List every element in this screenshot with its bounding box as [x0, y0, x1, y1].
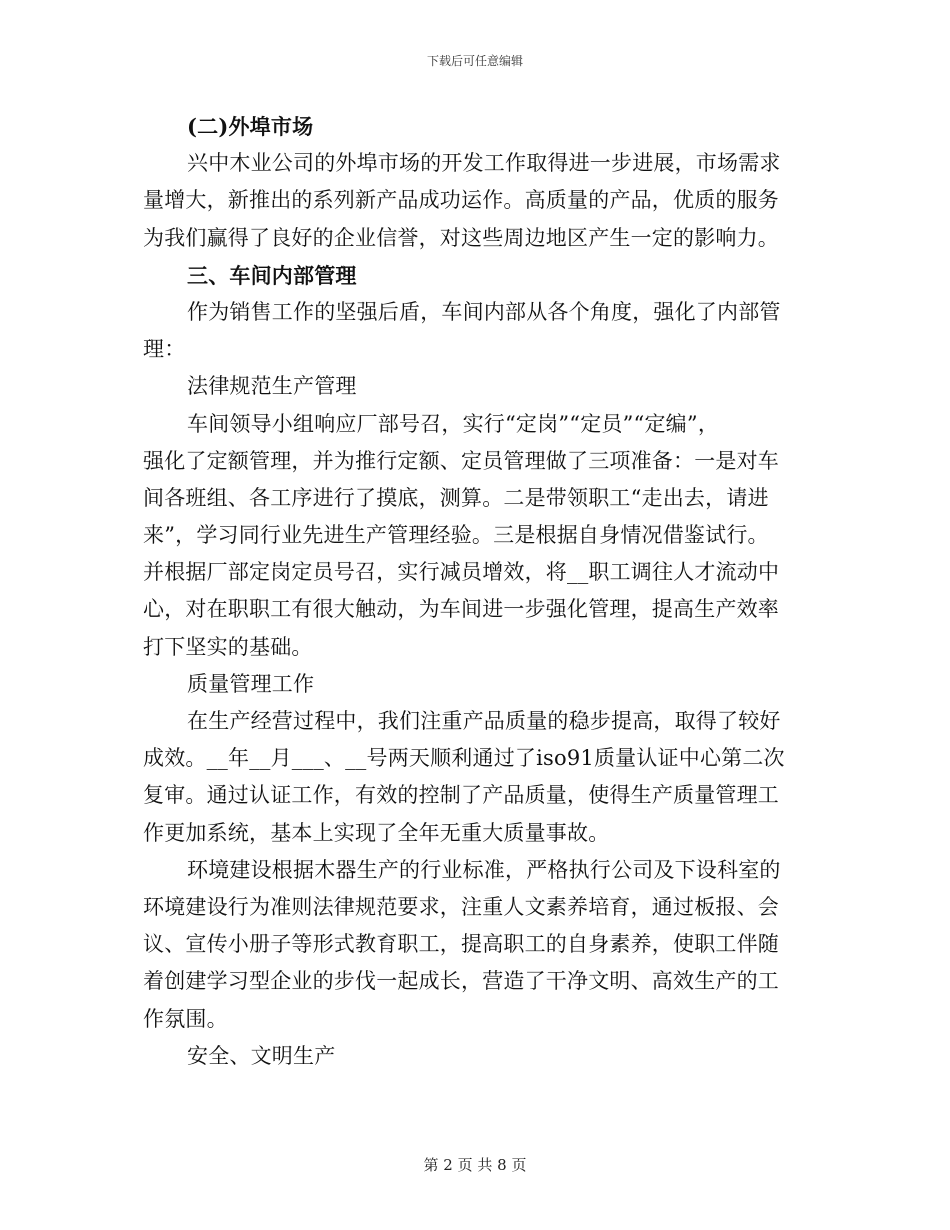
paragraph-line: 量增大，新推出的系列新产品成功运作。高质量的产品，优质的服务	[143, 188, 779, 213]
paragraph-line: 环境建设行为准则法律规范要求，注重人文素养培育，通过板报、会	[143, 894, 779, 919]
section-heading-workshop-management: 三、车间内部管理	[187, 262, 357, 288]
paragraph-line: 成效。__年__月___、__号两天顺利通过了iso91质量认证中心第二次	[143, 746, 785, 771]
page-header: 下载后可任意编辑	[426, 54, 523, 68]
paragraph-line: 兴中木业公司的外埠市场的开发工作取得进一步进展，市场需求	[187, 151, 781, 176]
paragraph-line: 并根据厂部定岗定员号召，实行减员增效，将__职工调往人才流动中	[143, 560, 780, 585]
document-body	[143, 108, 811, 1075]
paragraph-line: 作氛围。	[143, 1006, 228, 1031]
paragraph-line: 复审。通过认证工作，有效的控制了产品质量，使得生产质量管理工	[143, 783, 779, 808]
paragraph-line: 来”，学习同行业先进生产管理经验。三是根据自身情况借鉴试行。	[143, 523, 769, 548]
paragraph-line: 心，对在职职工有很大触动，为车间进一步强化管理，提高生产效率	[143, 597, 779, 622]
paragraph-line: 为我们赢得了良好的企业信誉，对这些周边地区产生一定的影响力。	[143, 225, 779, 250]
paragraph-line: 理：	[143, 337, 186, 362]
subheading-quality-management: 质量管理工作	[187, 671, 315, 696]
paragraph-line: 着创建学习型企业的步伐一起成长，营造了干净文明、高效生产的工	[143, 969, 779, 994]
paragraph-line: 作更加系统，基本上实现了全年无重大质量事故。	[143, 820, 610, 845]
subheading-legal-production: 法律规范生产管理	[187, 374, 357, 399]
paragraph-line: 环境建设根据木器生产的行业标准，严格执行公司及下设科室的	[187, 857, 781, 882]
paragraph-line: 议、宣传小册子等形式教育职工，提高职工的自身素养，使职工伴随	[143, 932, 779, 957]
paragraph-line: 强化了定额管理，并为推行定额、定员管理做了三项准备：一是对车	[143, 448, 779, 473]
paragraph-line: 打下坚实的基础。	[143, 634, 313, 659]
paragraph-line: 作为销售工作的坚强后盾，车间内部从各个角度，强化了内部管	[187, 299, 781, 324]
subheading-safety-production: 安全、文明生产	[187, 1043, 336, 1068]
section-heading-outer-market: (二)外埠市场	[187, 114, 314, 139]
paragraph-line: 车间领导小组响应厂部号召，实行“定岗”“定员”“定编”，	[187, 411, 720, 436]
page-number: 第 2 页 共 8 页	[423, 1156, 527, 1174]
paragraph-line: 在生产经营过程中，我们注重产品质量的稳步提高，取得了较好	[187, 709, 781, 733]
paragraph-line: 间各班组、各工序进行了摸底，测算。二是带领职工“走出去，请进	[143, 485, 769, 510]
